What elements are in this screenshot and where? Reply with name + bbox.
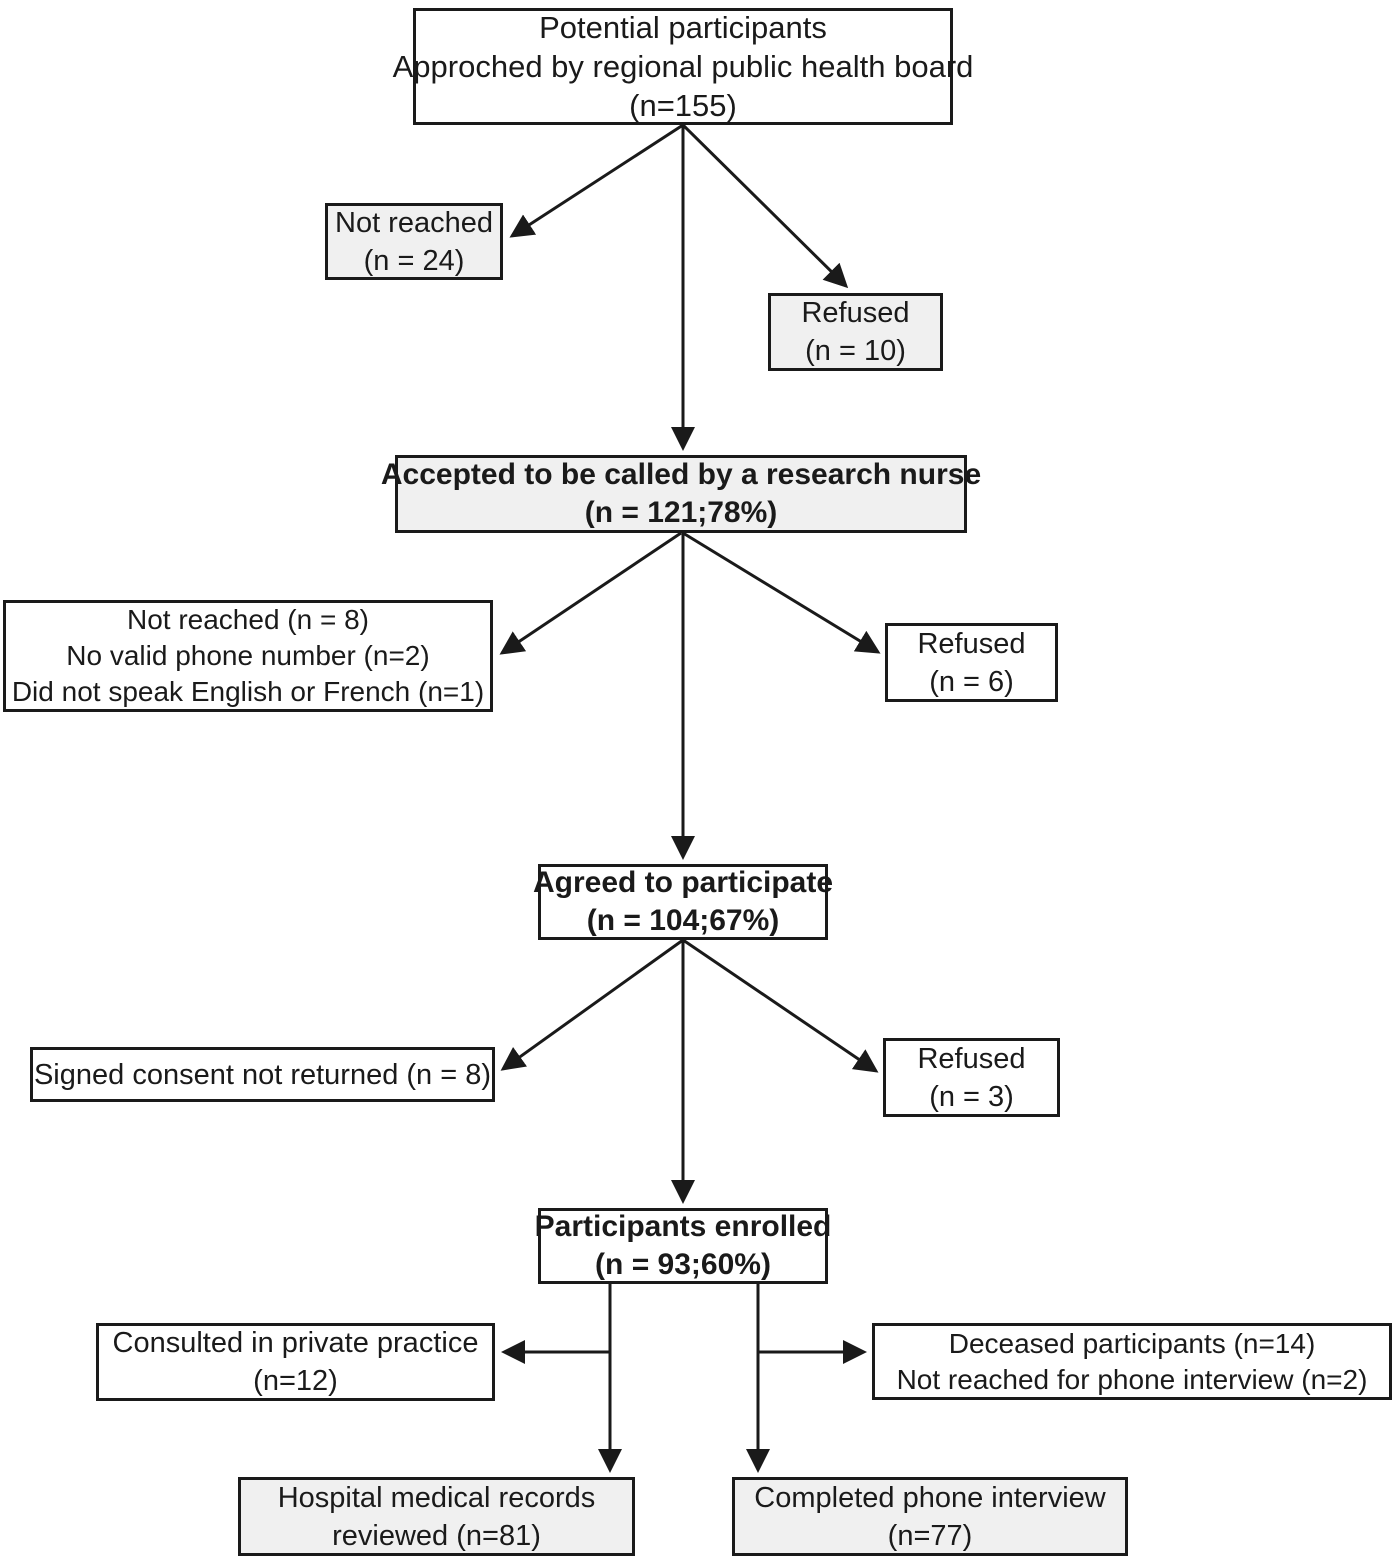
node-not-reached-8 bbox=[3, 600, 493, 712]
node-agreed-to-participate bbox=[532, 864, 834, 940]
node-text-line: (n = 3) bbox=[929, 1080, 1014, 1113]
node-text-line: Accepted to be called by a research nurse bbox=[380, 458, 982, 491]
arrow-agreed-to-refused3 bbox=[683, 940, 876, 1071]
node-hospital-records-reviewed bbox=[238, 1477, 635, 1556]
node-text-line: No valid phone number (n=2) bbox=[66, 640, 430, 671]
arrow-potential-to-notreached24 bbox=[512, 125, 683, 236]
node-text-line: Refused bbox=[917, 1042, 1026, 1075]
arrow-accepted-to-refused6 bbox=[683, 533, 878, 652]
node-text-line: Signed consent not returned (n = 8) bbox=[33, 1058, 492, 1091]
node-refused-3 bbox=[883, 1038, 1060, 1117]
arrow-potential-to-refused10 bbox=[683, 125, 846, 286]
node-text-line: (n = 10) bbox=[805, 335, 906, 367]
node-text-line: (n = 93;60%) bbox=[595, 1248, 771, 1281]
node-text-line: (n = 6) bbox=[929, 665, 1014, 698]
node-text-line: Potential participants bbox=[539, 10, 827, 45]
node-not-reached-24 bbox=[325, 203, 503, 280]
node-deceased-participants bbox=[872, 1323, 1392, 1400]
node-text-line: reviewed (n=81) bbox=[332, 1519, 541, 1552]
node-signed-consent-not-returned bbox=[30, 1047, 495, 1102]
node-text-line: Hospital medical records bbox=[277, 1481, 596, 1514]
node-completed-phone-interview bbox=[732, 1477, 1128, 1556]
node-text-line: Did not speak English or French (n=1) bbox=[11, 676, 485, 707]
node-text-line: Approched by regional public health board bbox=[392, 49, 974, 84]
node-text-line: Refused bbox=[801, 297, 910, 329]
node-text-line: Deceased participants (n=14) bbox=[948, 1327, 1316, 1359]
node-text-line: (n = 24) bbox=[363, 244, 465, 277]
node-accepted-to-be-called bbox=[380, 455, 982, 533]
node-text-line: Not reached bbox=[335, 206, 493, 239]
node-text-line: (n = 121;78%) bbox=[584, 496, 778, 529]
node-text-line: Refused bbox=[917, 627, 1026, 660]
node-participants-enrolled bbox=[534, 1208, 832, 1284]
node-text-line: (n=77) bbox=[887, 1519, 973, 1552]
node-refused-10 bbox=[768, 293, 943, 371]
node-text-line: Completed phone interview bbox=[754, 1481, 1106, 1514]
node-text-line: Participants enrolled bbox=[534, 1210, 832, 1243]
node-text-line: (n=155) bbox=[629, 88, 737, 123]
node-text-line: (n = 104;67%) bbox=[586, 904, 780, 937]
arrow-agreed-to-consent bbox=[503, 940, 683, 1069]
node-text-line: Not reached (n = 8) bbox=[126, 604, 370, 635]
node-potential-participants bbox=[392, 8, 974, 125]
node-text-line: (n=12) bbox=[253, 1365, 338, 1397]
arrow-accepted-to-notreached8 bbox=[502, 533, 681, 653]
node-consulted-private-practice bbox=[96, 1323, 495, 1401]
node-text-line: Not reached for phone interview (n=2) bbox=[896, 1363, 1368, 1395]
node-text-line: Agreed to participate bbox=[532, 866, 834, 899]
node-refused-6 bbox=[885, 623, 1058, 702]
node-text-line: Consulted in private practice bbox=[112, 1327, 479, 1359]
